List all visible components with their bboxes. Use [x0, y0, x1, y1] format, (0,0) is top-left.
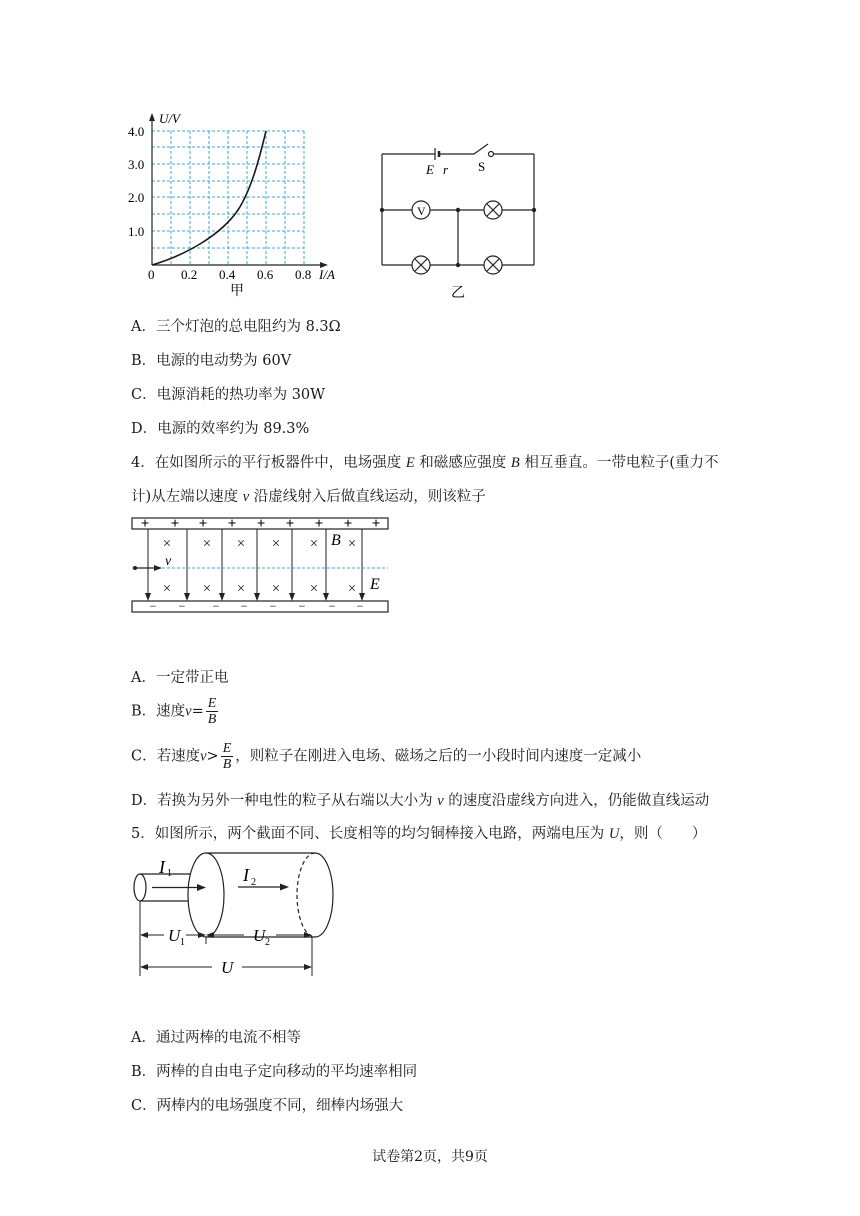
figure-parallel-plates	[126, 513, 394, 619]
svg-text:2: 2	[265, 937, 270, 948]
svg-text:I: I	[159, 857, 165, 877]
svg-text:×: ×	[202, 536, 212, 552]
svg-text:×: ×	[271, 581, 281, 597]
q4-option-c: C．若速度v> $\frac{E}{B}$ ，则粒子在刚进入电场、磁场之后的一小段时间内速度一定减小	[131, 741, 642, 772]
svg-text:1.0: 1.0	[128, 224, 145, 239]
svg-text:+: +	[371, 516, 381, 532]
svg-text:×: ×	[162, 581, 172, 597]
svg-text:0: 0	[148, 267, 155, 282]
svg-text:+: +	[140, 516, 150, 532]
svg-text:×: ×	[162, 536, 172, 552]
fraction-e-over-b: $\frac{E}{B}$	[207, 696, 217, 727]
svg-text:E: E	[370, 576, 380, 593]
svg-text:0.2: 0.2	[181, 267, 198, 282]
q4-stem-line1: 4．在如图所示的平行板器件中，电场强度 E 和磁感应强度 B 相互垂直。一带电粒子(重力不	[131, 455, 719, 471]
svg-text:r: r	[443, 162, 449, 177]
svg-text:V: V	[417, 204, 426, 218]
svg-text:4.0: 4.0	[128, 124, 145, 139]
q3-option-d: D．电源的效率约为 89.3%	[131, 421, 310, 437]
svg-text:2.0: 2.0	[128, 190, 145, 205]
q3-option-c: C．电源消耗的热功率为 30W	[131, 387, 326, 403]
svg-text:×: ×	[309, 536, 319, 552]
svg-text:×: ×	[309, 581, 319, 597]
svg-text:2: 2	[251, 877, 256, 888]
svg-text:+: +	[198, 516, 208, 532]
svg-text:−: −	[149, 599, 157, 613]
figure-jia-ui-graph	[126, 105, 348, 300]
q3-option-a: A．三个灯泡的总电阻约为 8.3Ω	[131, 319, 341, 335]
svg-text:−: −	[269, 599, 277, 613]
svg-text:0.4: 0.4	[219, 267, 236, 282]
svg-text:U: U	[168, 926, 181, 945]
svg-text:I/A: I/A	[319, 267, 335, 282]
svg-text:U: U	[253, 926, 266, 945]
svg-text:×: ×	[347, 581, 357, 597]
q4-stem-line2: 计)从左端以速度 v 沿虚线射入后做直线运动，则该粒子	[131, 489, 486, 505]
fraction-e-over-b: $\frac{E}{B}$	[222, 741, 232, 772]
svg-text:+: +	[285, 516, 295, 532]
figure-yi-circuit	[376, 140, 546, 300]
q5-stem: 5．如图所示，两个截面不同、长度相等的均匀铜棒接入电路，两端电压为 U，则（ ）	[131, 826, 707, 842]
svg-text:−: −	[240, 599, 248, 613]
svg-text:v: v	[165, 554, 172, 569]
svg-text:乙: 乙	[451, 286, 465, 300]
svg-text:−: −	[298, 599, 306, 613]
svg-text:×: ×	[347, 536, 357, 552]
svg-text:+: +	[314, 516, 324, 532]
figure-copper-rods	[126, 848, 341, 980]
svg-text:+: +	[343, 516, 353, 532]
svg-text:×: ×	[236, 581, 246, 597]
q5-option-c: C．两棒内的电场强度不同，细棒内场强大	[131, 1098, 404, 1114]
svg-text:+: +	[256, 516, 266, 532]
svg-text:+: +	[170, 516, 180, 532]
svg-text:−: −	[212, 599, 220, 613]
svg-text:×: ×	[236, 536, 246, 552]
svg-text:B: B	[331, 532, 341, 549]
svg-text:E: E	[426, 162, 434, 177]
svg-text:S: S	[478, 159, 486, 174]
q3-option-b: B．电源的电动势为 60V	[131, 353, 292, 369]
svg-text:1: 1	[180, 937, 185, 948]
svg-text:+: +	[227, 516, 237, 532]
svg-text:U: U	[221, 958, 234, 977]
q5-option-a: A．通过两棒的电流不相等	[131, 1030, 301, 1046]
svg-text:3.0: 3.0	[128, 157, 145, 172]
svg-text:U/V: U/V	[159, 111, 180, 126]
svg-text:0.6: 0.6	[257, 267, 274, 282]
page-footer: 试卷第2页，共9页	[372, 1149, 488, 1165]
svg-text:×: ×	[202, 581, 212, 597]
q4-option-b: B．速度v= $\frac{E}{B}$	[131, 696, 217, 727]
q4-option-a: A．一定带正电	[131, 670, 229, 686]
svg-text:甲: 甲	[230, 284, 244, 299]
svg-text:−: −	[178, 599, 186, 613]
svg-text:0.8: 0.8	[295, 267, 312, 282]
svg-text:I: I	[243, 865, 249, 885]
svg-text:−: −	[328, 599, 336, 613]
q5-option-b: B．两棒的自由电子定向移动的平均速率相同	[131, 1064, 418, 1080]
svg-text:−: −	[356, 599, 364, 613]
svg-text:1: 1	[167, 868, 172, 879]
svg-text:×: ×	[271, 536, 281, 552]
q4-option-d: D．若换为另外一种电性的粒子从右端以大小为 v 的速度沿虚线方向进入，仍能做直线运动	[131, 793, 710, 809]
